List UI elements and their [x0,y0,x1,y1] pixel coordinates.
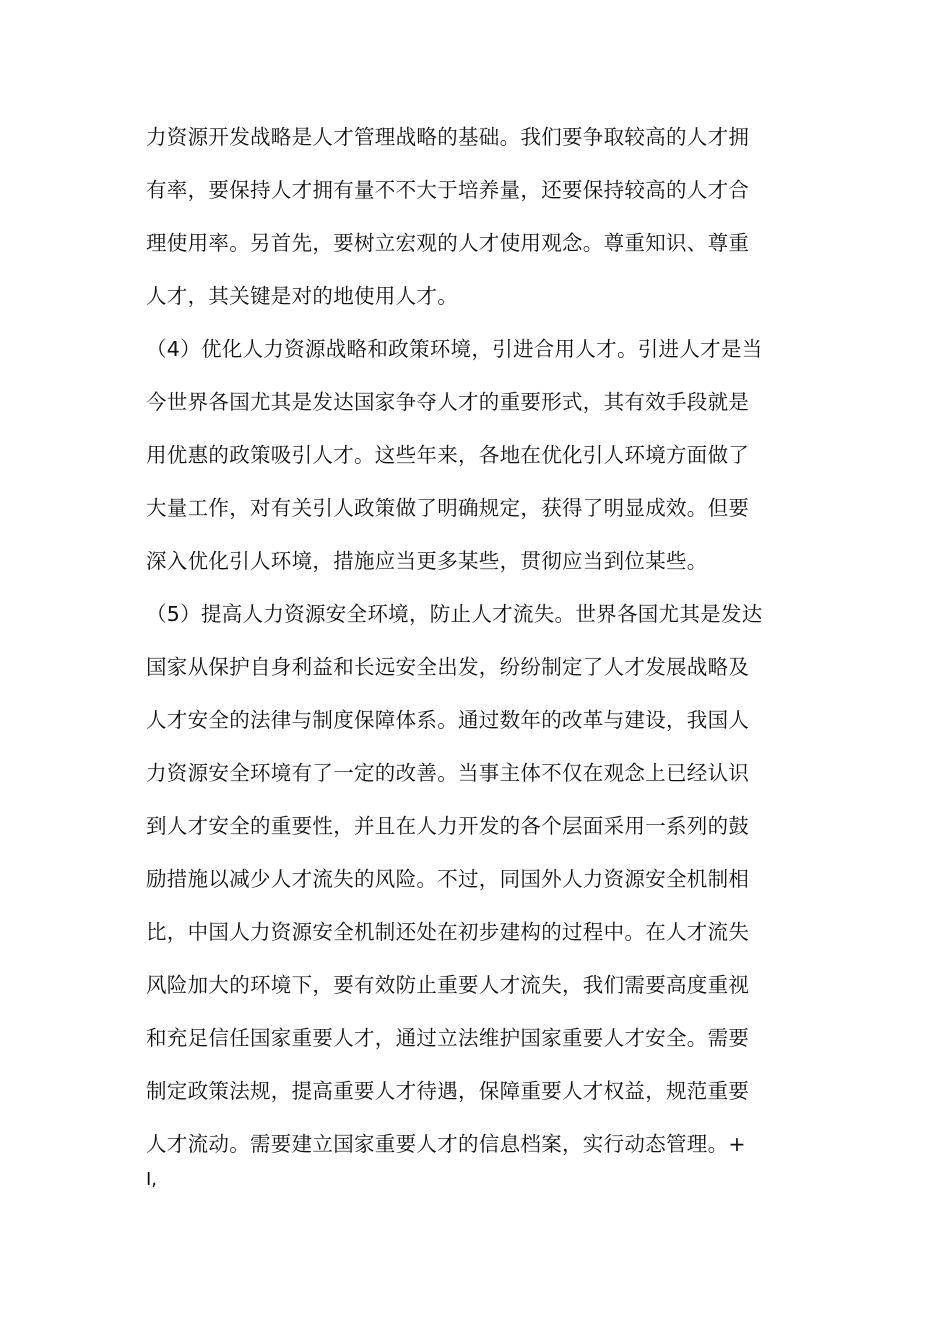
text-line: 有率，要保持人才拥有量不不大于培养量，还要保持较高的人才合 [146,178,750,202]
text-line: 和充足信任国家重要人才，通过立法维护国家重要人才安全。需要 [146,1026,750,1050]
text-line: 励措施以减少人才流失的风险。不过，同国外人力资源安全机制相 [146,867,750,891]
text-line: 理使用率。另首先，要树立宏观的人才使用观念。尊重知识、尊重 [146,231,750,255]
text-line: 到人才安全的重要性，并且在人力开发的各个层面采用一系列的鼓 [146,814,750,838]
text-line: 制定政策法规，提高重要人才待遇，保障重要人才权益，规范重要 [146,1079,750,1103]
text-line: 人才，其关键是对的地使用人才。 [146,284,458,308]
text-line: 力资源安全环境有了一定的改善。当事主体不仅在观念上已经认识 [146,761,750,785]
text-line: 比，中国人力资源安全机制还处在初步建构的过程中。在人才流失 [146,920,750,944]
text-line: 人才流动。需要建立国家重要人才的信息档案，实行动态管理。+ [146,1132,746,1156]
text-line: （5）提高人力资源安全环境，防止人才流失。世界各国尤其是发达 [146,602,763,626]
text-line: 国家从保护自身利益和长远安全出发，纷纷制定了人才发展战略及 [146,655,750,679]
text-line: 用优惠的政策吸引人才。这些年来，各地在优化引人环境方面做了 [146,443,750,467]
text-line: 大量工作，对有关引人政策做了明确规定，获得了明显成效。但要 [146,496,750,520]
text-line: 风险加大的环境下，要有效防止重要人才流失，我们需要高度重视 [146,973,750,997]
text-line: 力资源开发战略是人才管理战略的基础。我们要争取较高的人才拥 [146,125,750,149]
text-line: 深入优化引人环境，措施应当更多某些，贯彻应当到位某些。 [146,549,708,573]
text-line: 人才安全的法律与制度保障体系。通过数年的改革与建设，我国人 [146,708,750,732]
trailing-mark: I, [146,1169,158,1190]
text-line: 今世界各国尤其是发达国家争夺人才的重要形式，其有效手段就是 [146,390,750,414]
body-text [146,117,816,1204]
text-line: （4）优化人力资源战略和政策环境，引进合用人才。引进人才是当 [146,337,763,361]
